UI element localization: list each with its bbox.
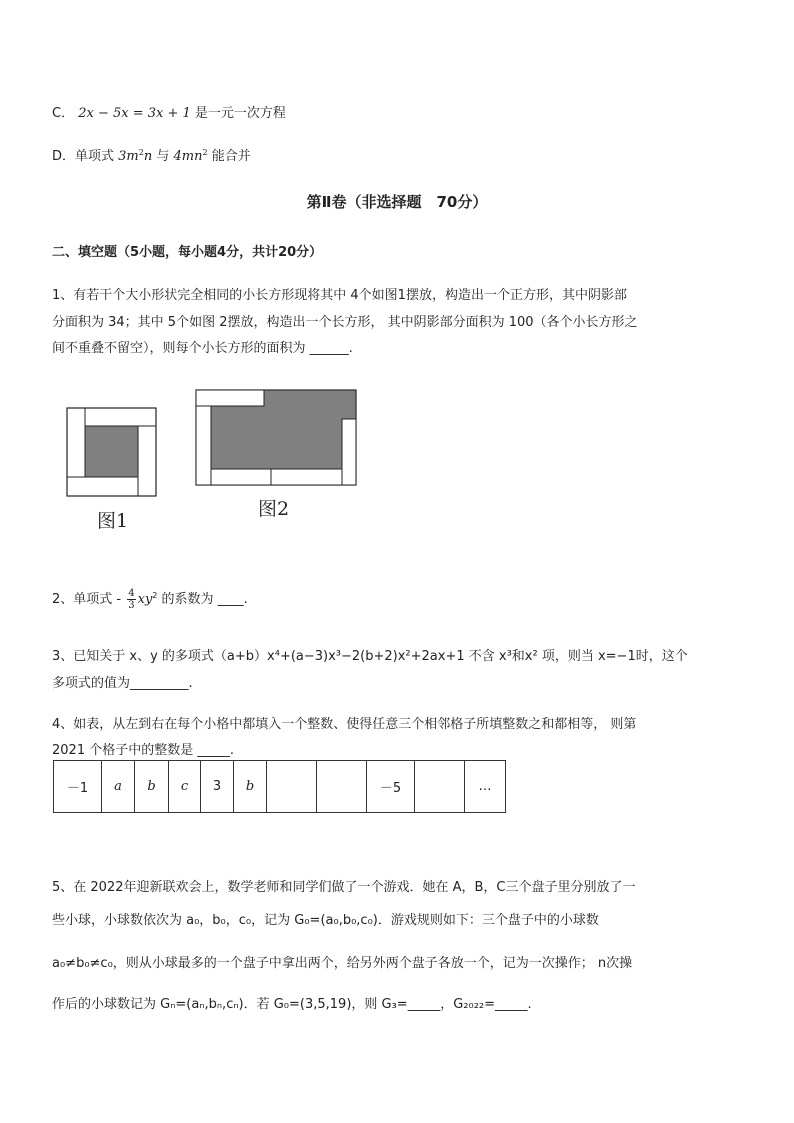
option-d — [52, 145, 251, 164]
part-title: 二、填空题（5小题，每小题4分，共计20分） — [52, 245, 323, 260]
table-cell — [317, 761, 367, 813]
table-cell: b — [234, 761, 267, 813]
q2-exponent: 2 — [152, 591, 158, 600]
figure-1-label: 图1 — [97, 510, 129, 532]
table-cell: －1 — [54, 761, 102, 813]
q2-prefix: 2、单项式 - — [52, 592, 126, 607]
table-cell: b — [135, 761, 169, 813]
option-c-equation: 2x − 5x = 3x + 1 — [78, 106, 191, 121]
option-c — [52, 102, 286, 121]
q2-variable: xy — [137, 592, 153, 607]
table-row — [54, 761, 506, 813]
table-cell: a — [102, 761, 135, 813]
q4-line-1: 4、如表，从左到右在每个小格中都填入一个整数、使得任意三个相邻格子所填整数之和都相等， 则第 — [52, 717, 637, 732]
figure-1-square — [66, 407, 158, 499]
q2-denominator: 3 — [128, 600, 135, 611]
table-cell: c — [169, 761, 201, 813]
option-c-text: 是一元一次方程 — [194, 106, 286, 121]
q1-line-1: 1、有若干个大小形状完全相同的小长方形现将其中 4个如图1摆放，构造出一个正方形，其中阴影部 — [52, 288, 627, 303]
q5-line-4: 作后的小球数记为 Gₙ=(aₙ,bₙ,cₙ)．若 G₀=(3,5,19)，则 G₃=_____，G₂₀₂₂=_____. — [52, 997, 532, 1012]
fig2-rect-top — [196, 390, 264, 406]
q4-number-table — [53, 760, 506, 813]
q1-line-3: 间不重叠不留空），则每个小长方形的面积为 ______. — [52, 341, 353, 356]
q1-line-2: 分面积为 34；其中 5个如图 2摆放，构造出一个长方形， 其中阴影部分面积为 100（各个小长方形之 — [52, 315, 638, 330]
m1-exp: 2 — [138, 148, 144, 157]
fig2-rect-bottom-left — [211, 469, 271, 485]
section-title: 第Ⅱ卷（非选择题 70分） — [306, 193, 488, 211]
option-c-label: C． — [52, 106, 75, 121]
q3-line-2: 多项式的值为_________. — [52, 676, 193, 691]
m2-base: 4mn — [173, 149, 203, 164]
option-d-monomial-1 — [118, 149, 152, 164]
q3-line-1: 3、已知关于 x、y 的多项式（a+b）x⁴+(a−3)x³−2(b+2)x²+2ax+1 不含 x³和x² 项，则当 x=−1时，这个 — [52, 649, 688, 664]
m2-exp: 2 — [202, 148, 208, 157]
figure-2-label: 图2 — [258, 498, 290, 520]
table-cell: －5 — [367, 761, 415, 813]
fig2-rect-left — [196, 406, 211, 485]
q4-line-2: 2021 个格子中的整数是 _____. — [52, 743, 234, 758]
q2 — [52, 588, 248, 611]
option-d-monomial-2 — [174, 149, 208, 164]
q5-line-1: 5、在 2022年迎新联欢会上，数学老师和同学们做了一个游戏．她在 A，B，C三个盘子里分别放了一 — [52, 880, 636, 895]
table-cell — [267, 761, 317, 813]
option-d-label: D．单项式 — [52, 149, 115, 164]
fig2-rect-bottom-right — [271, 469, 342, 485]
q2-numerator: 4 — [128, 588, 135, 599]
option-d-conj: 与 — [156, 149, 170, 164]
option-d-text: 能合并 — [211, 149, 251, 164]
q5-line-3: a₀≠b₀≠c₀，则从小球最多的一个盘子中拿出两个，给另外两个盘子各放一个，记为一次操作； n次操 — [52, 956, 633, 971]
table-cell: … — [465, 761, 506, 813]
table-cell — [415, 761, 465, 813]
table-cell: 3 — [201, 761, 234, 813]
fig2-rect-right — [342, 419, 356, 485]
figure-2-rectangle — [195, 389, 359, 487]
m1-base: 3m — [118, 149, 139, 164]
m1-n: n — [143, 149, 153, 164]
q5-line-2: 些小球，小球数依次为 a₀，b₀，c₀，记为 G₀=(a₀,b₀,c₀)．游戏规则如下：三个盘子中的小球数 — [52, 913, 599, 928]
q2-fraction — [127, 588, 135, 611]
q2-suffix: 的系数为 ____. — [157, 592, 248, 607]
fig1-shaded — [85, 426, 138, 477]
